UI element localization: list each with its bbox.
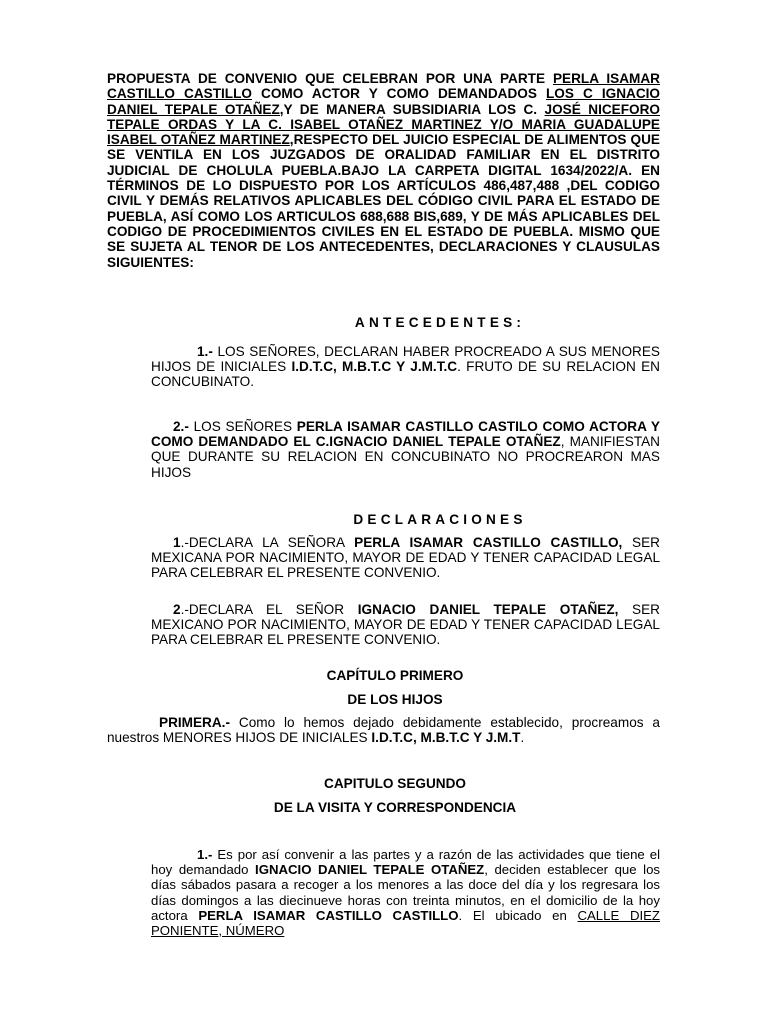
item-number: 1.-	[197, 847, 213, 862]
item-text: LOS SEÑORES, DECLARAN HABER PROCREADO A SUS MENORES HIJOS DE INICIALES	[151, 344, 660, 375]
item-number: 2	[173, 602, 181, 617]
intro-paragraph	[107, 71, 660, 270]
clause-text: Como lo hemos dejado debidamente establecido, procreamos a nuestros MENORES HIJOS DE INICIALES	[107, 715, 660, 746]
declaracion-2	[151, 602, 660, 648]
clause-label: PRIMERA.-	[159, 715, 230, 730]
item-text: SER MEXICANA POR NACIMIENTO, MAYOR DE EDAD Y TENER CAPACIDAD LEGAL PARA CELEBRAR EL PRESENTE CONVENIO.	[151, 535, 661, 581]
antecedente-1	[151, 344, 660, 390]
intro-text: COMO ACTOR Y COMO DEMANDADOS	[251, 86, 546, 102]
item-text: , deciden establecer que los días sábados pasara a recoger a los menores a las doce del día y los regresara los días domingos a las diecinueve horas con treinta minutos, en el domicilio de la hoy actora	[151, 862, 661, 923]
declaracion-1	[151, 535, 660, 581]
visit-clause-1	[151, 847, 660, 938]
chapter-2-title: CAPITULO SEGUNDO	[324, 776, 466, 791]
defendants-name: LOS C IGNACIO DANIEL TEPALE OTAÑEZ,	[107, 86, 661, 117]
intro-text: Y DE MANERA SUBSIDIARIA LOS C.	[283, 101, 545, 117]
item-text: SER MEXICANO POR NACIMIENTO, MAYOR DE EDAD Y TENER CAPACIDAD LEGAL PARA CELEBRAR EL PRESENTE CONVENIO.	[151, 602, 660, 648]
item-number: 2.-	[173, 419, 189, 434]
antecedente-2	[151, 419, 660, 480]
actor-name: PERLA ISAMAR CASTILLO CASTILLO,	[354, 535, 623, 550]
item-text: .-DECLARA LA SEÑORA	[180, 535, 355, 550]
intro-text: PROPUESTA DE CONVENIO QUE CELEBRAN POR UNA PARTE	[107, 71, 553, 86]
clause-text: .	[520, 730, 525, 746]
item-text: . FRUTO DE SU RELACION EN CONCUBINATO.	[151, 359, 660, 390]
children-initials: I.D.T.C, M.B.T.C Y J.M.T	[371, 730, 521, 746]
item-number: 1	[173, 535, 181, 550]
item-text: Es por así convenir a las partes y a razón de las actividades que tiene el hoy demandado	[151, 847, 660, 878]
children-initials: I.D.T.C, M.B.T.C Y J.M.T.C	[291, 359, 458, 375]
declaraciones-heading: DECLARACIONES	[353, 512, 527, 527]
antecedentes-heading: ANTECEDENTES:	[354, 315, 526, 330]
chapter-1-subtitle: DE LOS HIJOS	[347, 692, 443, 707]
intro-text: ,RESPECTO DEL JUICIO ESPECIAL DE ALIMENTOS QUE SE VENTILA EN LOS JUZGADOS DE ORALIDAD FAMILIAR EN EL DISTRITO JUDICIAL DE CHOLULA PUEBLA.BAJO LA CARPETA DIGITAL 1634/2022/A. EN TÉRMINOS DE LO DISPUESTO POR LOS ARTÍCULOS 486,487,488 ,DEL CODIGO CIVIL Y DEMÁS RELATIVOS APLICABLES DEL CÓDIGO CIVIL PARA EL ESTADO DE PUEBLA, ASÍ COMO LOS ARTICULOS 688,688 BIS,689, Y DE MÁS APLICABLES DEL CODIGO DE PROCEDIMIENTOS CIVILES EN EL ESTADO DE PUEBLA. MISMO QUE SE SUJETA AL TENOR DE LOS ANTECEDENTES, DECLARACIONES Y CLAUSULAS SIGUIENTES:	[107, 132, 660, 270]
item-text: .-DECLARA EL SEÑOR	[180, 602, 358, 617]
item-text: . El ubicado en	[458, 907, 578, 923]
chapter-1-title: CAPÍTULO PRIMERO	[326, 668, 464, 683]
address: CALLE DIEZ PONIENTE, NÚMERO	[151, 907, 660, 939]
defendant-name: IGNACIO DANIEL TEPALE OTAÑEZ	[255, 862, 485, 878]
parties-names: PERLA ISAMAR CASTILLO CASTILO COMO ACTORA Y COMO DEMANDADO EL C.IGNACIO DANIEL TEPALE OTAÑEZ	[151, 419, 660, 450]
item-number: 1.-	[197, 344, 213, 359]
clause-primera	[107, 715, 660, 745]
item-text: , MANIFIESTAN QUE DURANTE SU RELACION EN CONCUBINATO NO PROCREARON MAS HIJOS	[151, 434, 660, 480]
actor-name: PERLA ISAMAR CASTILLO CASTILLO	[107, 71, 660, 102]
subsidiary-names: JOSÉ NICEFORO TEPALE ORDAS Y LA C. ISABEL OTAÑEZ MARTINEZ Y/O MARIA GUADALUPE ISABEL OTAÑEZ MARTINEZ	[107, 101, 661, 148]
item-text: LOS SEÑORES	[188, 419, 297, 434]
actor-name: PERLA ISAMAR CASTILLO CASTILLO	[198, 907, 459, 923]
defendant-name: IGNACIO DANIEL TEPALE OTAÑEZ,	[357, 602, 619, 617]
chapter-2-subtitle: DE LA VISITA Y CORRESPONDENCIA	[273, 800, 517, 815]
